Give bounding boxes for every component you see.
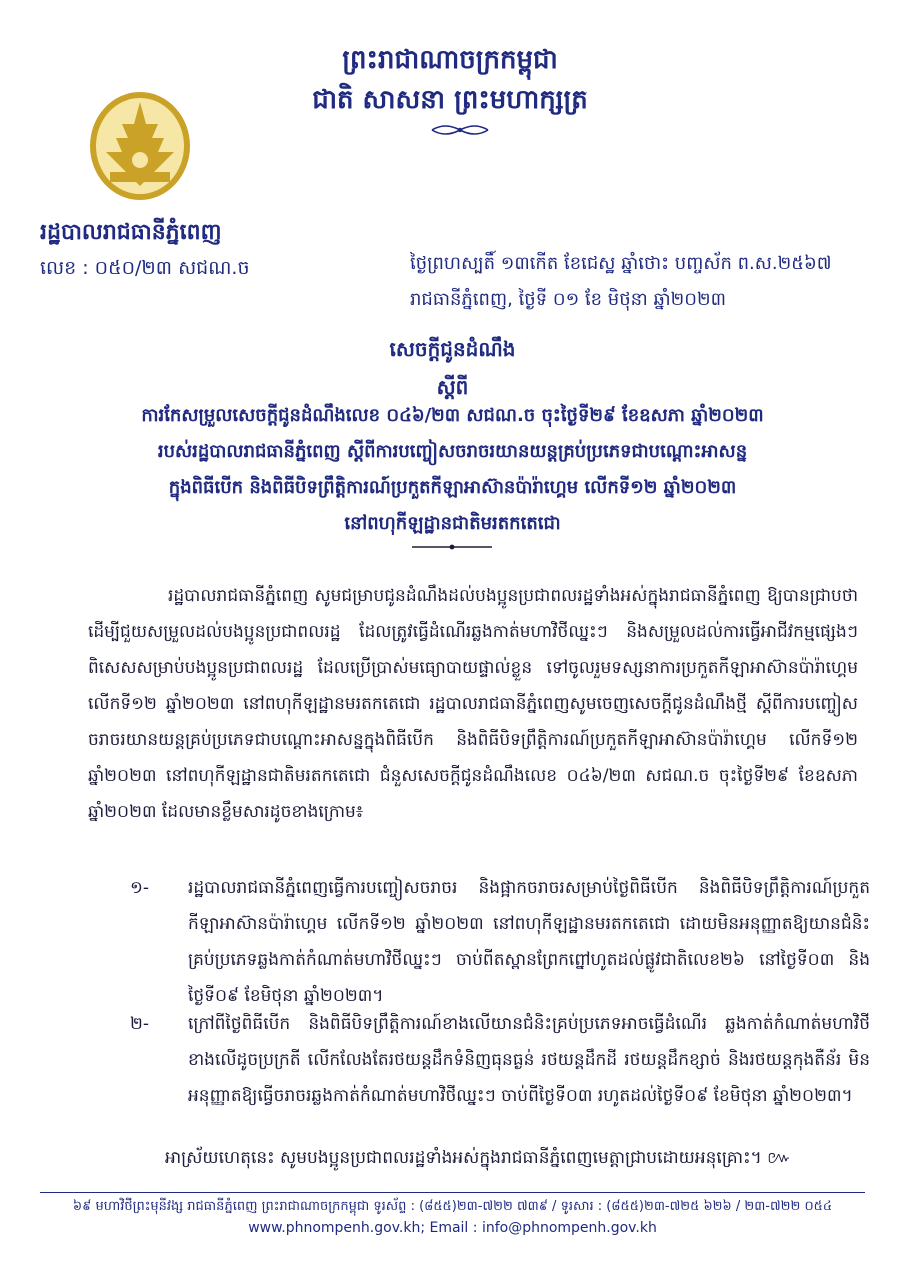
solar-date: រាជធានីភ្នំពេញ, ថ្ងៃទី ០១ ខែ មិថុនា ឆ្នាំ២០២៣ xyxy=(410,289,727,310)
ornament-divider-icon xyxy=(430,122,490,138)
footer-address: ៦៩ មហាវិថីព្រះមុនីវង្ស រាជធានីភ្នំពេញ ព្រះរាជាណាចក្រកម្ពុជា ទូរស័ព្ទ : (៨៥៥)២៣-៧២២ ៧៣៩ / ទូរសារ : (៨៥៥)២៣-៧២៥ ៦២៦ / ២៣-៧២២ ០៥៤ xyxy=(72,1199,833,1214)
list-item xyxy=(130,1006,870,1114)
reference-number: លេខ : ០៥០/២៣ សជណ.ច xyxy=(40,257,250,279)
subject-line: ក្នុងពិធីបើក និងពិធីបិទព្រឹត្តិការណ៍ប្រកួតកីឡាអាស៊ានប៉ារ៉ាហ្គេម លើកទី១២ ឆ្នាំ២០២៣ xyxy=(168,477,737,498)
subject-line: ការកែសម្រួលសេចក្តីជូនដំណឹងលេខ ០៤៦/២៣ សជណ.ច ចុះថ្ងៃទី២៩ ខែឧសភា ឆ្នាំ២០២៣ xyxy=(141,405,764,426)
item-number: ២- xyxy=(130,1014,150,1034)
notice-title: សេចក្តីជូនដំណឹង xyxy=(389,337,516,361)
item-text: រដ្ឋបាលរាជធានីភ្នំពេញធ្វើការបញ្ចៀសចរាចរ និងផ្អាកចរាចរសម្រាប់ថ្ងៃពិធីបើក និងពិធីបិទព្រឹត្តិការណ៍ប្រកួតកីឡាអាស៊ានប៉ារ៉ាហ្គេម លើកទី១២ ឆ្នាំ២០២៣ នៅពហុកីឡដ្ឋានមរតកតេជោ ដោយមិនអនុញ្ញាតឱ្យយានជំនិះគ្រប់ប្រភេទឆ្លងកាត់កំណាត់មហាវិថីឈ្នះៗ ចាប់ពីតស្ពានព្រែកព្នៅហូតដល់ផ្លូវជាតិលេខ២៦ នៅថ្ងៃទី០៣ និងថ្ងៃទី០៩ ខែមិថុនា ឆ្នាំ២០២៣។ xyxy=(188,878,870,1006)
notice-heading xyxy=(0,330,905,406)
notice-about: ស្តីពី xyxy=(436,375,469,399)
ornament-divider-icon xyxy=(410,542,494,552)
footer-divider xyxy=(40,1192,865,1193)
subject-block xyxy=(90,398,815,542)
kingdom-name: ព្រះរាជាណាចក្រកម្ពុជា xyxy=(342,45,558,75)
body-paragraph: រដ្ឋបាលរាជធានីភ្នំពេញ សូមជម្រាបជូនដំណឹងដល់បងប្អូនប្រជាពលរដ្ឋទាំងអស់ក្នុងរាជធានីភ្នំពេញ ឱ្យបានជ្រាបថា ដើម្បីជួយសម្រួលដល់បងប្អូនប្រជាពលរដ្ឋ ដែលត្រូវធ្វើដំណើរឆ្លងកាត់មហាវិថីឈ្នះៗ និងសម្រួលដល់ការធ្វើអាជីវកម្មផ្សេងៗ ពិសេសសម្រាប់បងប្អូនប្រជាពលរដ្ឋ ដែលប្រើប្រាស់មធ្យោបាយផ្ទាល់ខ្លួន ទៅចូលរួមទស្សនាការប្រកួតកីឡាអាស៊ានប៉ារ៉ាហ្គេមលើកទី១២ ឆ្នាំ២០២៣ នៅពហុកីឡដ្ឋានមរតកតេជោ រដ្ឋបាលរាជធានីភ្នំពេញសូមចេញសេចក្តីជូនដំណឹងថ្មី ស្តីពីការបញ្ចៀសចរាចរយានយន្តគ្រប់ប្រភេទជាបណ្តោះអាសន្នក្នុងពិធីបើក និងពិធីបិទព្រឹត្តិការណ៍ប្រកួតកីឡាអាស៊ានប៉ារ៉ាហ្គេម លើកទី១២ ឆ្នាំ២០២៣ នៅពហុកីឡដ្ឋានជាតិមរតកតេជោ ជំនួសសេចក្តីជូនដំណឹងលេខ ០៤៦/២៣ សជណ.ច ចុះថ្ងៃទី២៩ ខែឧសភា ឆ្នាំ២០២៣ ដែលមានខ្លឹមសារដូចខាងក្រោម៖ xyxy=(88,586,858,822)
city-seal-icon xyxy=(88,90,192,202)
ministry-name: រដ្ឋបាលរាជធានីភ្នំពេញ xyxy=(40,220,222,245)
item-text: ក្រៅពីថ្ងៃពិធីបើក និងពិធីបិទព្រឹត្តិការណ៍ខាងលើយានជំនិះគ្រប់ប្រភេទអាចធ្វើដំណើរ ឆ្លងកាត់កំណាត់មហាវិថីខាងលើដូចប្រក្រតី លើកលែងតែរថយន្តដឹកទំនិញធុនធ្ងន់ រថយន្តដឹកដី រថយន្តដឹកខ្សាច់ និងរថយន្តកុងតឺន័រ មិនអនុញ្ញាតឱ្យធ្វើចរាចរឆ្លងកាត់កំណាត់មហាវិថីឈ្នះៗ ចាប់ពីថ្ងៃទី០៣ រហូតដល់ថ្ងៃទី០៩ ខែមិថុនា ឆ្នាំ២០២៣។ xyxy=(188,1014,870,1106)
subject-line: នៅពហុកីឡដ្ឋានជាតិមរតកតេជោ xyxy=(344,513,561,534)
date-block xyxy=(410,246,880,318)
list-item xyxy=(130,870,870,1014)
closing-sentence: អាស្រ័យហេតុនេះ សូមបងប្អូនប្រជាពលរដ្ឋទាំងអស់ក្នុងរាជធានីភ្នំពេញមេត្តាជ្រាបដោយអនុគ្រោះ។ ៚ xyxy=(165,1148,792,1168)
lunar-date: ថ្ងៃព្រហស្បតិ៍ ១៣កើត ខែជេស្ឋ ឆ្នាំថោះ បញ្ចស័ក ព.ស.២៥៦៧ xyxy=(410,253,832,274)
letterhead-title xyxy=(300,40,600,120)
item-number: ១- xyxy=(130,878,150,898)
subject-line: របស់រដ្ឋបាលរាជធានីភ្នំពេញ ស្តីពីការបញ្ចៀសចរាចរយានយន្តគ្រប់ប្រភេទជាបណ្តោះអាសន្ន xyxy=(157,441,748,462)
national-motto: ជាតិ សាសនា ព្រះមហាក្សត្រ xyxy=(312,85,588,115)
footer-contact: www.phnompenh.gov.kh; Email : info@phnompenh.gov.kh xyxy=(248,1220,657,1236)
